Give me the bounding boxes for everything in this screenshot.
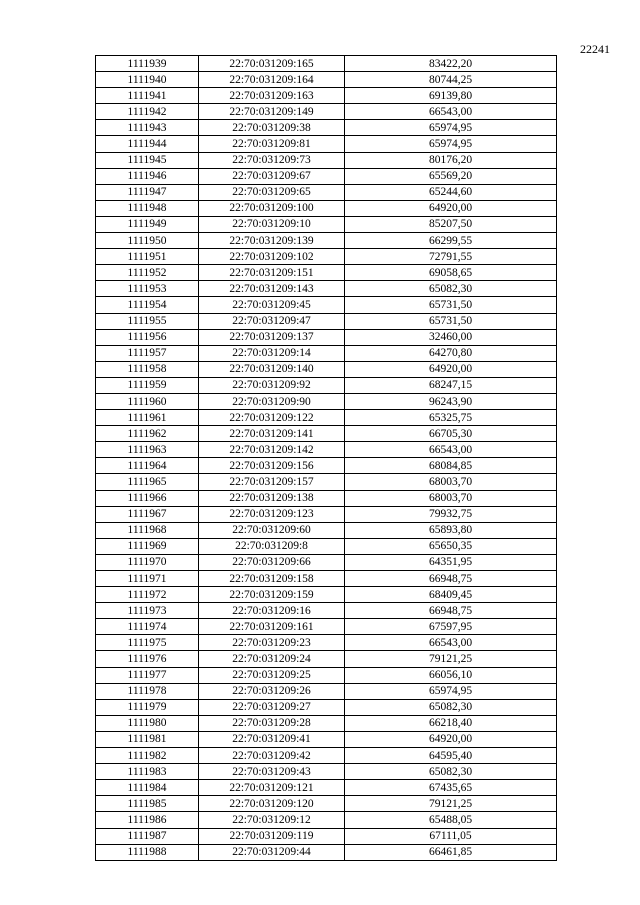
cadastral-number-cell: 22:70:031209:142 [199, 442, 345, 458]
table-row [96, 393, 557, 409]
value-cell: 67111,05 [345, 828, 557, 844]
value-cell: 67435,65 [345, 780, 557, 796]
table-row [96, 345, 557, 361]
cadastral-number-cell: 22:70:031209:165 [199, 56, 345, 72]
value-cell: 65650,35 [345, 538, 557, 554]
table-row [96, 104, 557, 120]
value-cell: 65082,30 [345, 699, 557, 715]
table-row [96, 329, 557, 345]
table-row [96, 458, 557, 474]
row-number-cell: 1111983 [96, 764, 199, 780]
table-row [96, 56, 557, 72]
row-number-cell: 1111960 [96, 393, 199, 409]
cadastral-number-cell: 22:70:031209:92 [199, 377, 345, 393]
row-number-cell: 1111972 [96, 587, 199, 603]
cadastral-number-cell: 22:70:031209:16 [199, 603, 345, 619]
table-row [96, 88, 557, 104]
table-row [96, 361, 557, 377]
cadastral-number-cell: 22:70:031209:138 [199, 490, 345, 506]
value-cell: 65325,75 [345, 410, 557, 426]
row-number-cell: 1111965 [96, 474, 199, 490]
value-cell: 65082,30 [345, 281, 557, 297]
row-number-cell: 1111943 [96, 120, 199, 136]
value-cell: 64920,00 [345, 200, 557, 216]
value-cell: 66056,10 [345, 667, 557, 683]
table-row [96, 506, 557, 522]
cadastral-number-cell: 22:70:031209:123 [199, 506, 345, 522]
table-row [96, 426, 557, 442]
table-row [96, 715, 557, 731]
table-row [96, 168, 557, 184]
value-cell: 67597,95 [345, 619, 557, 635]
value-cell: 65244,60 [345, 184, 557, 200]
table-row [96, 281, 557, 297]
cadastral-number-cell: 22:70:031209:102 [199, 249, 345, 265]
page-number: 22241 [580, 42, 610, 56]
table-row [96, 410, 557, 426]
table-row [96, 828, 557, 844]
value-cell: 79121,25 [345, 796, 557, 812]
value-cell: 65893,80 [345, 522, 557, 538]
cadastral-number-cell: 22:70:031209:141 [199, 426, 345, 442]
row-number-cell: 1111979 [96, 699, 199, 715]
row-number-cell: 1111946 [96, 168, 199, 184]
cadastral-number-cell: 22:70:031209:158 [199, 571, 345, 587]
value-cell: 64351,95 [345, 554, 557, 570]
table-row [96, 442, 557, 458]
cadastral-number-cell: 22:70:031209:122 [199, 410, 345, 426]
table-row [96, 635, 557, 651]
row-number-cell: 1111956 [96, 329, 199, 345]
cadastral-number-cell: 22:70:031209:157 [199, 474, 345, 490]
value-cell: 66543,00 [345, 104, 557, 120]
table-row [96, 667, 557, 683]
row-number-cell: 1111982 [96, 748, 199, 764]
row-number-cell: 1111941 [96, 88, 199, 104]
cadastral-number-cell: 22:70:031209:81 [199, 136, 345, 152]
table-row [96, 184, 557, 200]
value-cell: 69139,80 [345, 88, 557, 104]
value-cell: 66299,55 [345, 233, 557, 249]
value-cell: 65974,95 [345, 683, 557, 699]
cadastral-number-cell: 22:70:031209:161 [199, 619, 345, 635]
row-number-cell: 1111988 [96, 844, 199, 860]
table-row [96, 731, 557, 747]
cadastral-number-cell: 22:70:031209:45 [199, 297, 345, 313]
value-cell: 65974,95 [345, 136, 557, 152]
cadastral-number-cell: 22:70:031209:120 [199, 796, 345, 812]
value-cell: 65731,50 [345, 313, 557, 329]
value-cell: 69058,65 [345, 265, 557, 281]
value-cell: 68409,45 [345, 587, 557, 603]
cadastral-number-cell: 22:70:031209:44 [199, 844, 345, 860]
cadastral-number-cell: 22:70:031209:47 [199, 313, 345, 329]
value-cell: 79121,25 [345, 651, 557, 667]
value-cell: 64595,40 [345, 748, 557, 764]
row-number-cell: 1111966 [96, 490, 199, 506]
row-number-cell: 1111944 [96, 136, 199, 152]
row-number-cell: 1111974 [96, 619, 199, 635]
cadastral-number-cell: 22:70:031209:28 [199, 715, 345, 731]
document-table-container [95, 55, 557, 861]
value-cell: 68247,15 [345, 377, 557, 393]
row-number-cell: 1111970 [96, 554, 199, 570]
cadastral-number-cell: 22:70:031209:24 [199, 651, 345, 667]
value-cell: 64270,80 [345, 345, 557, 361]
table-row [96, 200, 557, 216]
row-number-cell: 1111955 [96, 313, 199, 329]
value-cell: 64920,00 [345, 731, 557, 747]
value-cell: 66461,85 [345, 844, 557, 860]
table-row [96, 120, 557, 136]
cadastral-number-cell: 22:70:031209:42 [199, 748, 345, 764]
value-cell: 96243,90 [345, 393, 557, 409]
table-body [96, 56, 557, 861]
table-row [96, 764, 557, 780]
row-number-cell: 1111973 [96, 603, 199, 619]
table-row [96, 812, 557, 828]
cadastral-number-cell: 22:70:031209:140 [199, 361, 345, 377]
table-row [96, 699, 557, 715]
table-row [96, 490, 557, 506]
row-number-cell: 1111968 [96, 522, 199, 538]
cadastral-number-cell: 22:70:031209:164 [199, 72, 345, 88]
table-row [96, 233, 557, 249]
cadastral-number-cell: 22:70:031209:26 [199, 683, 345, 699]
data-table [95, 55, 557, 861]
table-row [96, 603, 557, 619]
row-number-cell: 1111967 [96, 506, 199, 522]
row-number-cell: 1111939 [96, 56, 199, 72]
value-cell: 79932,75 [345, 506, 557, 522]
row-number-cell: 1111945 [96, 152, 199, 168]
table-row [96, 651, 557, 667]
value-cell: 66705,30 [345, 426, 557, 442]
row-number-cell: 1111987 [96, 828, 199, 844]
row-number-cell: 1111958 [96, 361, 199, 377]
table-row [96, 72, 557, 88]
table-row [96, 619, 557, 635]
cadastral-number-cell: 22:70:031209:66 [199, 554, 345, 570]
value-cell: 80176,20 [345, 152, 557, 168]
cadastral-number-cell: 22:70:031209:14 [199, 345, 345, 361]
value-cell: 65731,50 [345, 297, 557, 313]
row-number-cell: 1111964 [96, 458, 199, 474]
value-cell: 83422,20 [345, 56, 557, 72]
table-row [96, 538, 557, 554]
row-number-cell: 1111948 [96, 200, 199, 216]
value-cell: 65082,30 [345, 764, 557, 780]
table-row [96, 136, 557, 152]
table-row [96, 377, 557, 393]
row-number-cell: 1111953 [96, 281, 199, 297]
cadastral-number-cell: 22:70:031209:156 [199, 458, 345, 474]
value-cell: 66543,00 [345, 635, 557, 651]
table-row [96, 474, 557, 490]
cadastral-number-cell: 22:70:031209:151 [199, 265, 345, 281]
table-row [96, 844, 557, 860]
cadastral-number-cell: 22:70:031209:149 [199, 104, 345, 120]
cadastral-number-cell: 22:70:031209:159 [199, 587, 345, 603]
row-number-cell: 1111975 [96, 635, 199, 651]
cadastral-number-cell: 22:70:031209:60 [199, 522, 345, 538]
value-cell: 66218,40 [345, 715, 557, 731]
table-row [96, 554, 557, 570]
row-number-cell: 1111984 [96, 780, 199, 796]
value-cell: 68003,70 [345, 474, 557, 490]
cadastral-number-cell: 22:70:031209:139 [199, 233, 345, 249]
table-row [96, 796, 557, 812]
cadastral-number-cell: 22:70:031209:27 [199, 699, 345, 715]
table-row [96, 313, 557, 329]
table-row [96, 522, 557, 538]
cadastral-number-cell: 22:70:031209:73 [199, 152, 345, 168]
value-cell: 68084,85 [345, 458, 557, 474]
row-number-cell: 1111977 [96, 667, 199, 683]
row-number-cell: 1111959 [96, 377, 199, 393]
row-number-cell: 1111950 [96, 233, 199, 249]
table-row [96, 249, 557, 265]
cadastral-number-cell: 22:70:031209:90 [199, 393, 345, 409]
row-number-cell: 1111985 [96, 796, 199, 812]
row-number-cell: 1111942 [96, 104, 199, 120]
table-row [96, 571, 557, 587]
row-number-cell: 1111981 [96, 731, 199, 747]
cadastral-number-cell: 22:70:031209:41 [199, 731, 345, 747]
table-row [96, 780, 557, 796]
cadastral-number-cell: 22:70:031209:43 [199, 764, 345, 780]
cadastral-number-cell: 22:70:031209:163 [199, 88, 345, 104]
table-row [96, 297, 557, 313]
row-number-cell: 1111962 [96, 426, 199, 442]
cadastral-number-cell: 22:70:031209:119 [199, 828, 345, 844]
table-row [96, 748, 557, 764]
row-number-cell: 1111951 [96, 249, 199, 265]
cadastral-number-cell: 22:70:031209:100 [199, 200, 345, 216]
row-number-cell: 1111969 [96, 538, 199, 554]
row-number-cell: 1111952 [96, 265, 199, 281]
table-row [96, 587, 557, 603]
cadastral-number-cell: 22:70:031209:137 [199, 329, 345, 345]
table-row [96, 152, 557, 168]
value-cell: 80744,25 [345, 72, 557, 88]
value-cell: 85207,50 [345, 216, 557, 232]
row-number-cell: 1111978 [96, 683, 199, 699]
value-cell: 68003,70 [345, 490, 557, 506]
cadastral-number-cell: 22:70:031209:25 [199, 667, 345, 683]
cadastral-number-cell: 22:70:031209:143 [199, 281, 345, 297]
row-number-cell: 1111961 [96, 410, 199, 426]
cadastral-number-cell: 22:70:031209:10 [199, 216, 345, 232]
table-row [96, 265, 557, 281]
row-number-cell: 1111976 [96, 651, 199, 667]
row-number-cell: 1111957 [96, 345, 199, 361]
value-cell: 65488,05 [345, 812, 557, 828]
row-number-cell: 1111947 [96, 184, 199, 200]
cadastral-number-cell: 22:70:031209:8 [199, 538, 345, 554]
row-number-cell: 1111980 [96, 715, 199, 731]
row-number-cell: 1111986 [96, 812, 199, 828]
table-row [96, 216, 557, 232]
row-number-cell: 1111940 [96, 72, 199, 88]
value-cell: 32460,00 [345, 329, 557, 345]
value-cell: 66948,75 [345, 571, 557, 587]
cadastral-number-cell: 22:70:031209:65 [199, 184, 345, 200]
value-cell: 65569,20 [345, 168, 557, 184]
value-cell: 66948,75 [345, 603, 557, 619]
cadastral-number-cell: 22:70:031209:38 [199, 120, 345, 136]
cadastral-number-cell: 22:70:031209:121 [199, 780, 345, 796]
table-row [96, 683, 557, 699]
row-number-cell: 1111949 [96, 216, 199, 232]
value-cell: 66543,00 [345, 442, 557, 458]
value-cell: 65974,95 [345, 120, 557, 136]
value-cell: 72791,55 [345, 249, 557, 265]
row-number-cell: 1111954 [96, 297, 199, 313]
value-cell: 64920,00 [345, 361, 557, 377]
cadastral-number-cell: 22:70:031209:12 [199, 812, 345, 828]
row-number-cell: 1111963 [96, 442, 199, 458]
row-number-cell: 1111971 [96, 571, 199, 587]
cadastral-number-cell: 22:70:031209:23 [199, 635, 345, 651]
cadastral-number-cell: 22:70:031209:67 [199, 168, 345, 184]
